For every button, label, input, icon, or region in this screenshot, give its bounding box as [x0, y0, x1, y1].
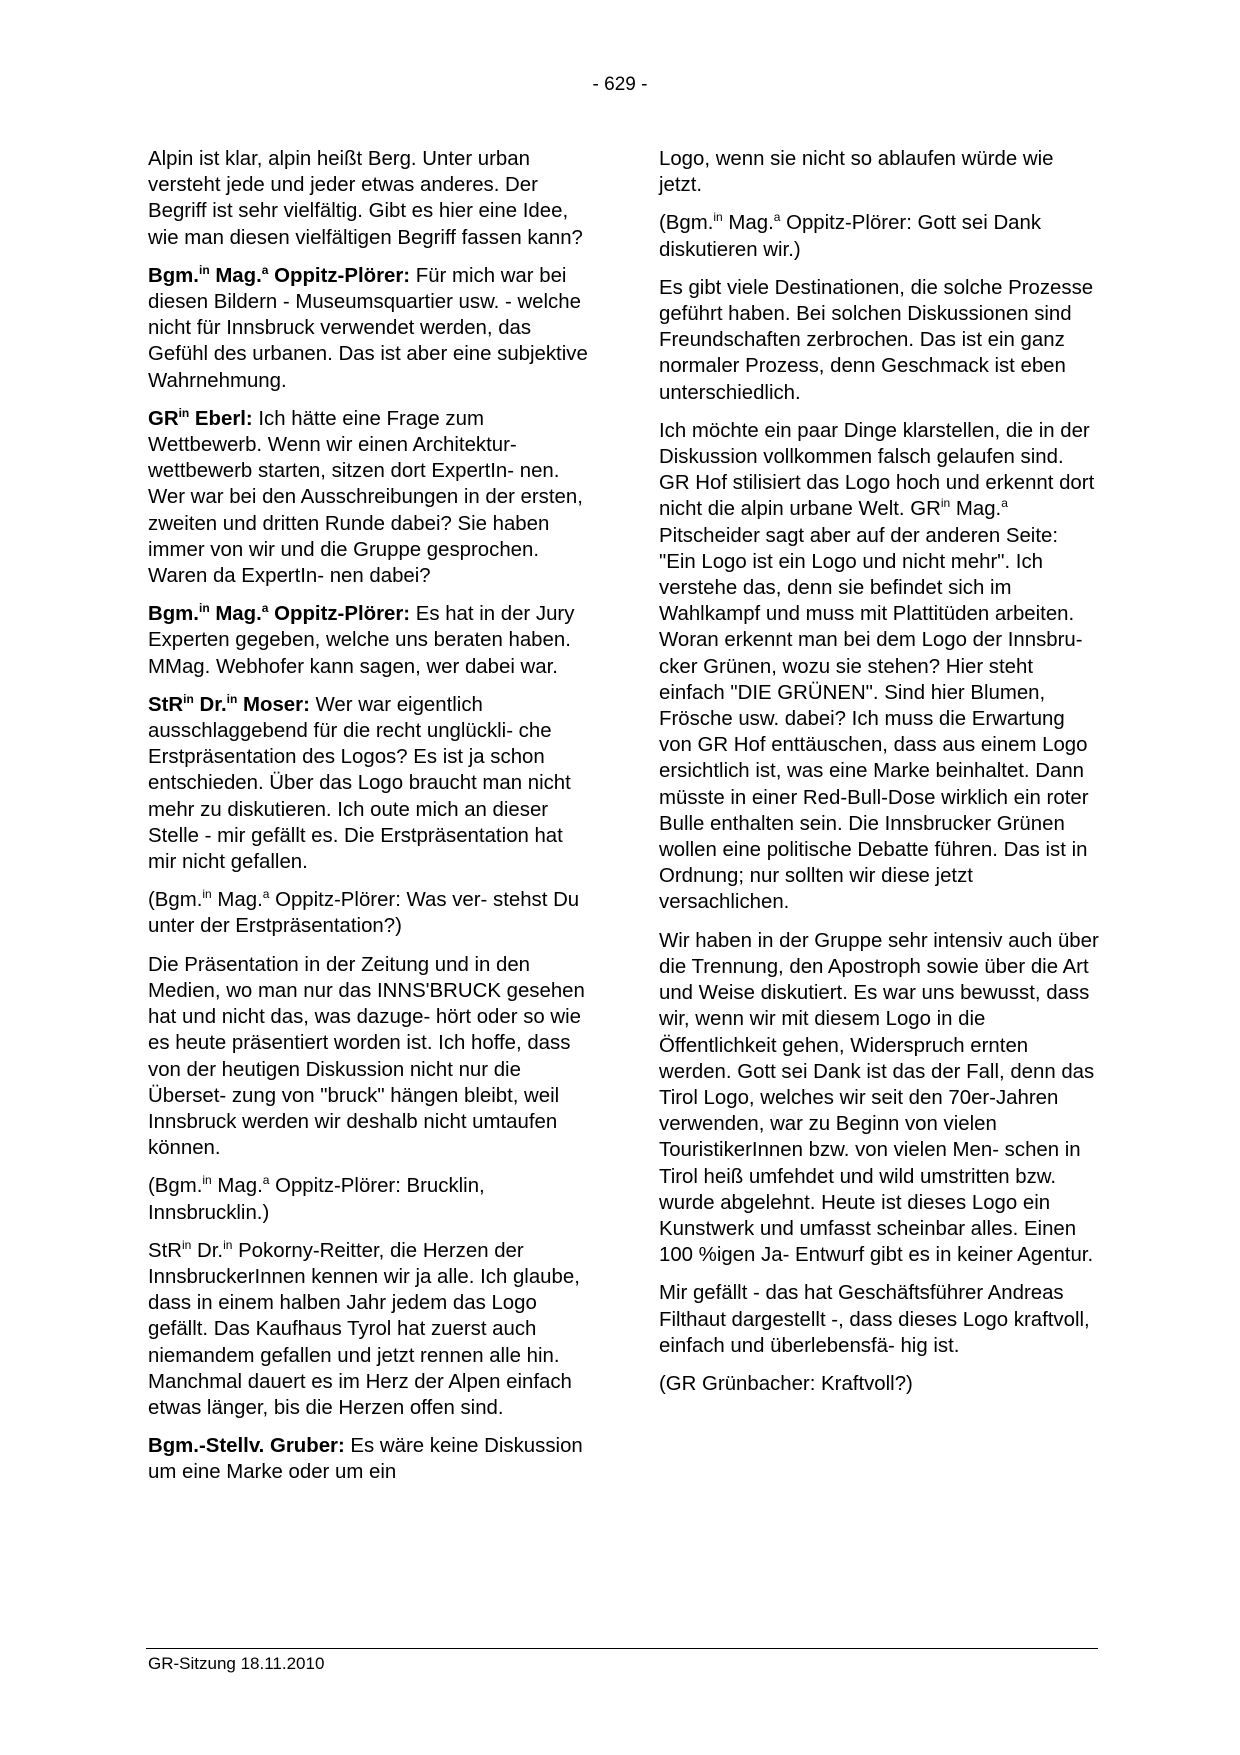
speaker-name: $GR^{in}$ Eberl: [148, 406, 253, 430]
speaker-name: StR$^{in}$ Dr.$^{in}$ Moser: [148, 692, 310, 716]
page-number: - 629 - [592, 74, 648, 95]
speech-text: Ich hätte eine Frage zum Wettbewerb. Wenn wir einen Architektur- wettbewerb starten, sitzen dort ExpertIn- nen. Wer war bei den Ausschreibungen in der ersten, zweiten und dritten Runde dabei? Sie haben immer von wir und die Gruppe gesprochen. Waren da ExpertIn- nen dabei? [148, 407, 583, 588]
paragraph: Alpin ist klar, alpin heißt Berg. Unter urban versteht jede und jeder etwas anderes. Der Begriff ist sehr vielfältig. Gibt es hier eine Idee, wie man diesen vielfältigen Begriff fassen kann? [148, 148, 583, 249]
paragraph: Es gibt viele Destinationen, die solche Prozesse geführt haben. Bei solchen Diskussionen sind Freundschaften zerbrochen. Das ist ein ganz normaler Prozess, denn Geschmack ist eben unterschiedlich. [659, 276, 1094, 404]
speech-oppitz-ploerer-1 [148, 263, 588, 394]
interjection-2: (Bgm.$^{in}$ Mag.$^a$ Oppitz-Plörer: Brucklin, Innsbrucklin.) [148, 1173, 485, 1224]
speech-text: Für mich war bei diesen Bildern - Museumsquartier usw. - welche nicht für Innsbruck verwendet werden, das Gefühl des urbanen. Das ist aber eine subjektive Wahrnehmung. [148, 264, 588, 392]
interjection-1: (Bgm.$^{in}$ Mag.$^a$ Oppitz-Plörer: Was ver- stehst Du unter der Erstpräsentation?) [148, 887, 580, 938]
paragraph: StR$^{in}$ Dr.$^{in}$ Pokorny-Reitter, die Herzen der InnsbruckerInnen kennen wir ja alle. Ich glaube, dass in einem halben Jahr jedem das Logo gefällt. Das Kaufhaus Tyrol hat zuerst auch niemandem gefallen und jetzt rennen alle hin. Manchmal dauert es im Herz der Alpen einfach etwas länger, bis die Herzen offen sind. [148, 1237, 580, 1419]
paragraph: Ich möchte ein paar Dinge klarstellen, die in der Diskussion vollkommen falsch gelaufen sind. GR Hof stilisiert das Logo hoch und erkennt dort nicht die alpin urbane Welt. $GR^{in}$ Mag.$^a$ Pitscheider sagt aber auf der anderen Seite: "Ein Logo ist ein Logo und nicht mehr". Ich verstehe das, denn sie befindet sich im Wahlkampf und muss mit Plattitüden arbeiten. Woran erkennt man bei dem Logo der Innsbru- cker Grünen, wozu sie stehen? Hier steht einfach "DIE GRÜNEN". Sind hier Blumen, Frösche usw. dabei? Ich muss die Erwartung von GR Hof enttäuschen, dass aus einem Logo ersichtlich ist, was eine Marke beinhaltet. Dann müsste in einer Red-Bull-Dose wirklich ein roter Bulle enthalten sein. Die Innsbrucker Grünen wollen eine politische Debatte führen. Das ist in Ordnung; nur sollten wir diese jetzt versachlichen. [659, 419, 1095, 914]
paragraph: Wir haben in der Gruppe sehr intensiv auch über die Trennung, den Apostroph sowie über die Art und Weise diskutiert. Es war uns bewusst, dass wir, wenn wir mit diesem Logo in die Öffentlichkeit gehen, Widerspruch ernten werden. Gott sei Dank ist das der Fall, denn das Tirol Logo, welches wir seit den 70er-Jahren verwenden, war zu Beginn von vielen TouristikerInnen bzw. von vielen Men- schen in Tirol heiß umfehdet und wild umstritten bzw. wurde abgelehnt. Heute ist dieses Logo ein Kunstwerk und umfasst scheinbar alles. Einen 100 %igen Ja- Entwurf gibt es in keiner Agentur. [659, 929, 1099, 1267]
speaker-name: Bgm.$^{in}$ Mag.$^a$ Oppitz-Plörer: [148, 263, 411, 287]
speech-text: Es wäre keine Diskussion um eine Marke oder um ein [148, 1435, 583, 1484]
speech-text: Es hat in der Jury Experten gegeben, welche uns beraten haben. MMag. Webhofer kann sagen, wer dabei war. [148, 603, 575, 678]
right-column [659, 146, 1099, 1409]
footer-text: GR-Sitzung 18.11.2010 [148, 1654, 325, 1673]
paragraph: Logo, wenn sie nicht so ablaufen würde wie jetzt. [659, 148, 1054, 197]
speaker-name: Bgm.$^{in}$ Mag.$^a$ Oppitz-Plörer: [148, 601, 411, 626]
speech-text: Wer war eigentlich ausschlaggebend für die recht unglückli- che Erstpräsentation des Logos? Es ist ja schon entschieden. Über das Logo braucht man nicht mehr zu diskutieren. Ich oute mich an dieser Stelle - mir gefällt es. Die Erstpräsentation hat mir nicht gefallen. [148, 693, 571, 874]
speech-eberl [148, 406, 588, 589]
left-column [148, 146, 588, 1498]
interjection-3: (Bgm.$^{in}$ Mag.$^a$ Oppitz-Plörer: Gott sei Dank diskutieren wir.) [659, 210, 1042, 261]
speech-gruber [148, 1433, 588, 1485]
interjection-4: (GR Grünbacher: Kraftvoll?) [659, 1372, 913, 1395]
speaker-name: Bgm.-Stellv. Gruber: [148, 1435, 345, 1458]
paragraph: Mir gefällt - das hat Geschäftsführer Andreas Filthaut dargestellt -, dass dieses Logo kraftvoll, einfach und überlebensfä- hig ist. [659, 1282, 1090, 1357]
speech-oppitz-ploerer-2 [148, 601, 588, 680]
speech-moser [148, 692, 588, 875]
paragraph: Die Präsentation in der Zeitung und in den Medien, wo man nur das INNS'BRUCK gesehen hat und nicht das, was dazuge- hört oder so wie es heute präsentiert worden ist. Ich hoffe, dass von der heutigen Diskussion nicht nur die Überset- zung von "bruck" hängen bleibt, weil Innsbruck werden wir deshalb nicht umtaufen können. [148, 953, 585, 1160]
footer-divider [146, 1648, 1098, 1649]
